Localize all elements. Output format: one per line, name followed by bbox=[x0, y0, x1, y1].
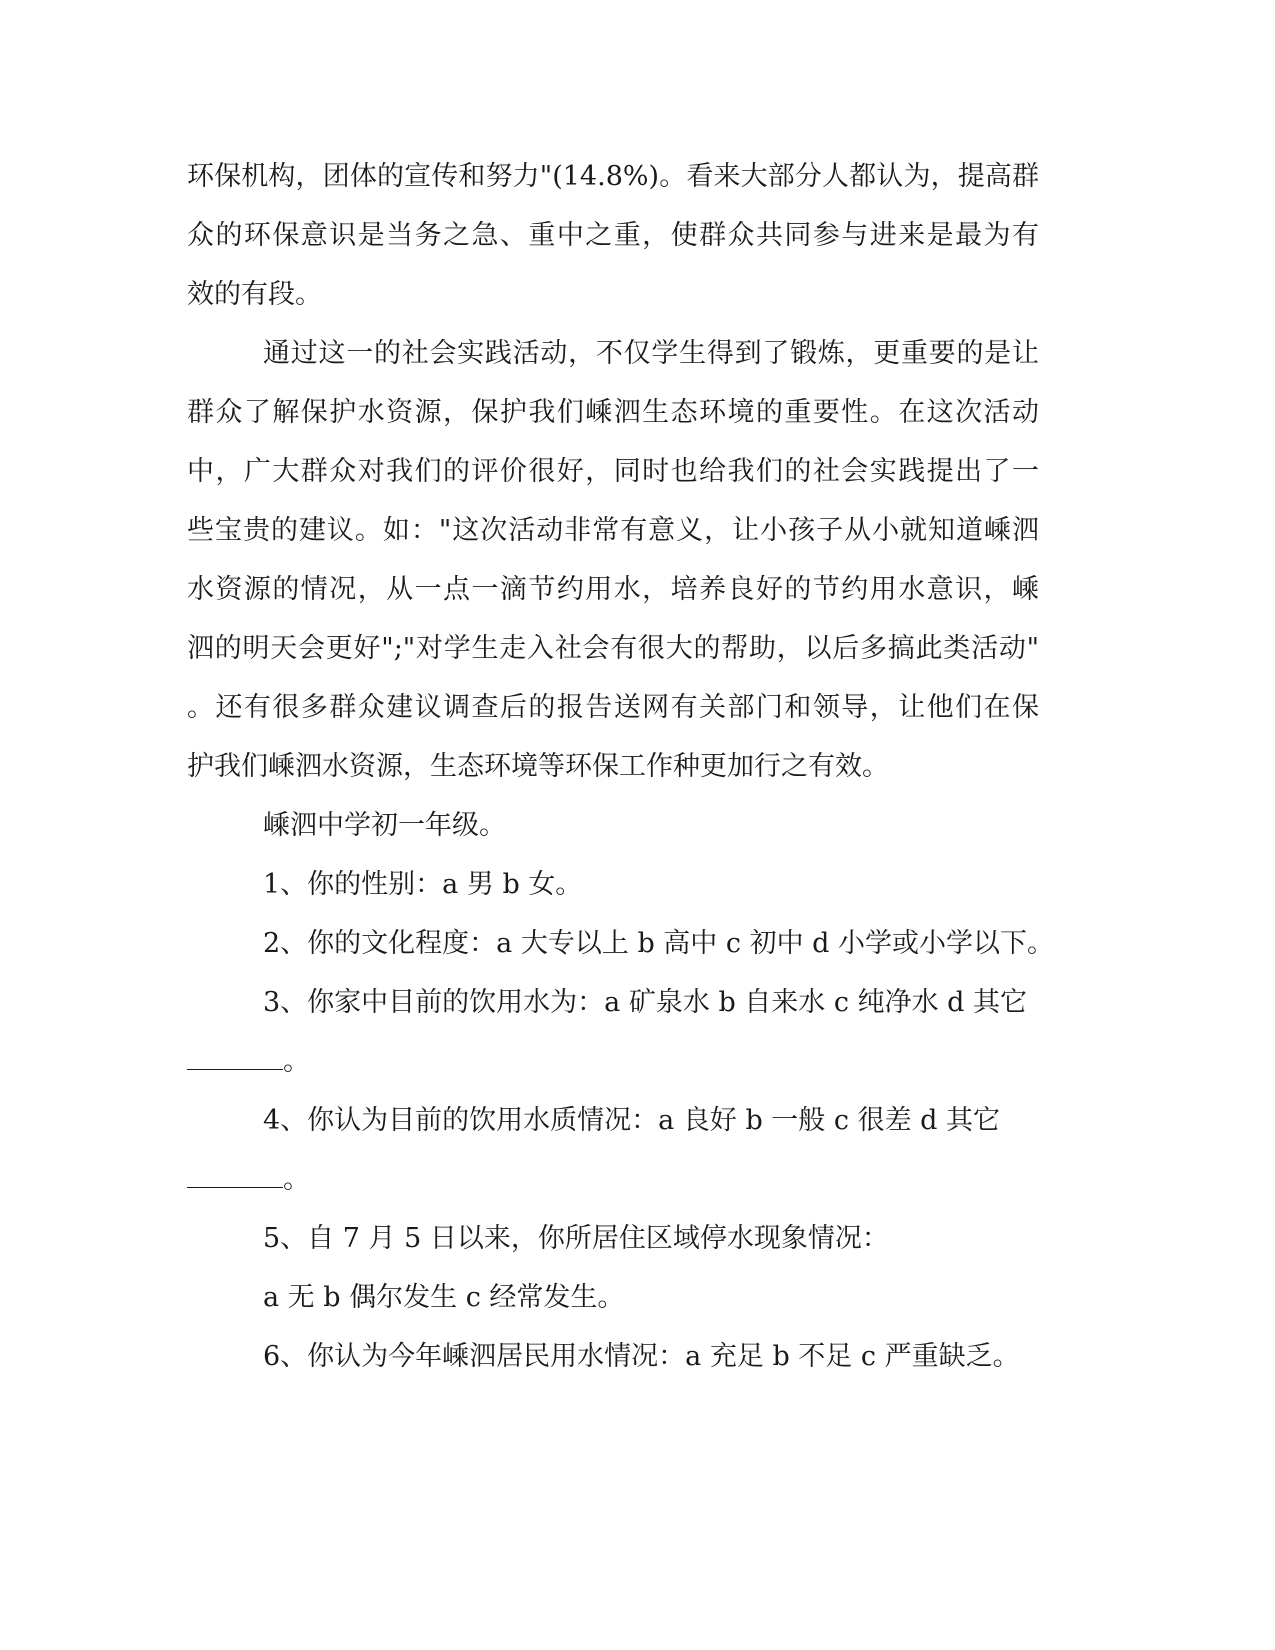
question-1: 1、你的性别：a 男 b 女。 bbox=[263, 869, 583, 900]
paragraph-2-line-6: 泗的明天会更好";"对学生走入社会有很大的帮助，以后多搞此类活动" bbox=[187, 633, 1039, 664]
question-3-blank-line bbox=[187, 1045, 1039, 1079]
paragraph-2-line-2: 群众了解保护水资源，保护我们嵊泗生态环境的重要性。在这次活动 bbox=[187, 397, 1039, 428]
paragraph-2-line-8: 护我们嵊泗水资源，生态环境等环保工作种更加行之有效。 bbox=[187, 751, 889, 782]
question-2: 2、你的文化程度：a 大专以上 b 高中 c 初中 d 小学或小学以下。 bbox=[263, 928, 1055, 959]
question-4-blank-line bbox=[187, 1163, 1039, 1197]
question-4-end: 。 bbox=[283, 1164, 310, 1195]
question-6: 6、你认为今年嵊泗居民用水情况：a 充足 b 不足 c 严重缺乏。 bbox=[263, 1341, 1020, 1372]
paragraph-1-line-2: 众的环保意识是当务之急、重中之重，使群众共同参与进来是最为有 bbox=[187, 220, 1039, 251]
paragraph-2-line-1: 通过这一的社会实践活动，不仅学生得到了锻炼，更重要的是让 bbox=[263, 338, 1039, 369]
paragraph-2-line-3: 中，广大群众对我们的评价很好，同时也给我们的社会实践提出了一 bbox=[187, 456, 1039, 487]
paragraph-2-line-5: 水资源的情况，从一点一滴节约用水，培养良好的节约用水意识，嵊 bbox=[187, 574, 1039, 605]
paragraph-2-line-7: 。还有很多群众建议调查后的报告送网有关部门和领导，让他们在保 bbox=[187, 692, 1039, 723]
question-5-options: a 无 b 偶尔发生 c 经常发生。 bbox=[263, 1282, 625, 1313]
question-3: 3、你家中目前的饮用水为：a 矿泉水 b 自来水 c 纯净水 d 其它 bbox=[263, 987, 1028, 1018]
paragraph-2-line-4: 些宝贵的建议。如："这次活动非常有意义，让小孩子从小就知道嵊泗 bbox=[187, 515, 1039, 546]
question-5: 5、自 7 月 5 日以来，你所居住区域停水现象情况： bbox=[263, 1223, 889, 1254]
question-4-blank bbox=[187, 1163, 283, 1188]
question-4: 4、你认为目前的饮用水质情况：a 良好 b 一般 c 很差 d 其它 bbox=[263, 1105, 1001, 1136]
school-line: 嵊泗中学初一年级。 bbox=[263, 810, 506, 841]
question-3-end: 。 bbox=[283, 1046, 310, 1077]
paragraph-1-line-3: 效的有段。 bbox=[187, 279, 322, 310]
question-3-blank bbox=[187, 1045, 283, 1070]
paragraph-1-line-1: 环保机构，团体的宣传和努力"(14.8%)。看来大部分人都认为，提高群 bbox=[187, 161, 1039, 192]
